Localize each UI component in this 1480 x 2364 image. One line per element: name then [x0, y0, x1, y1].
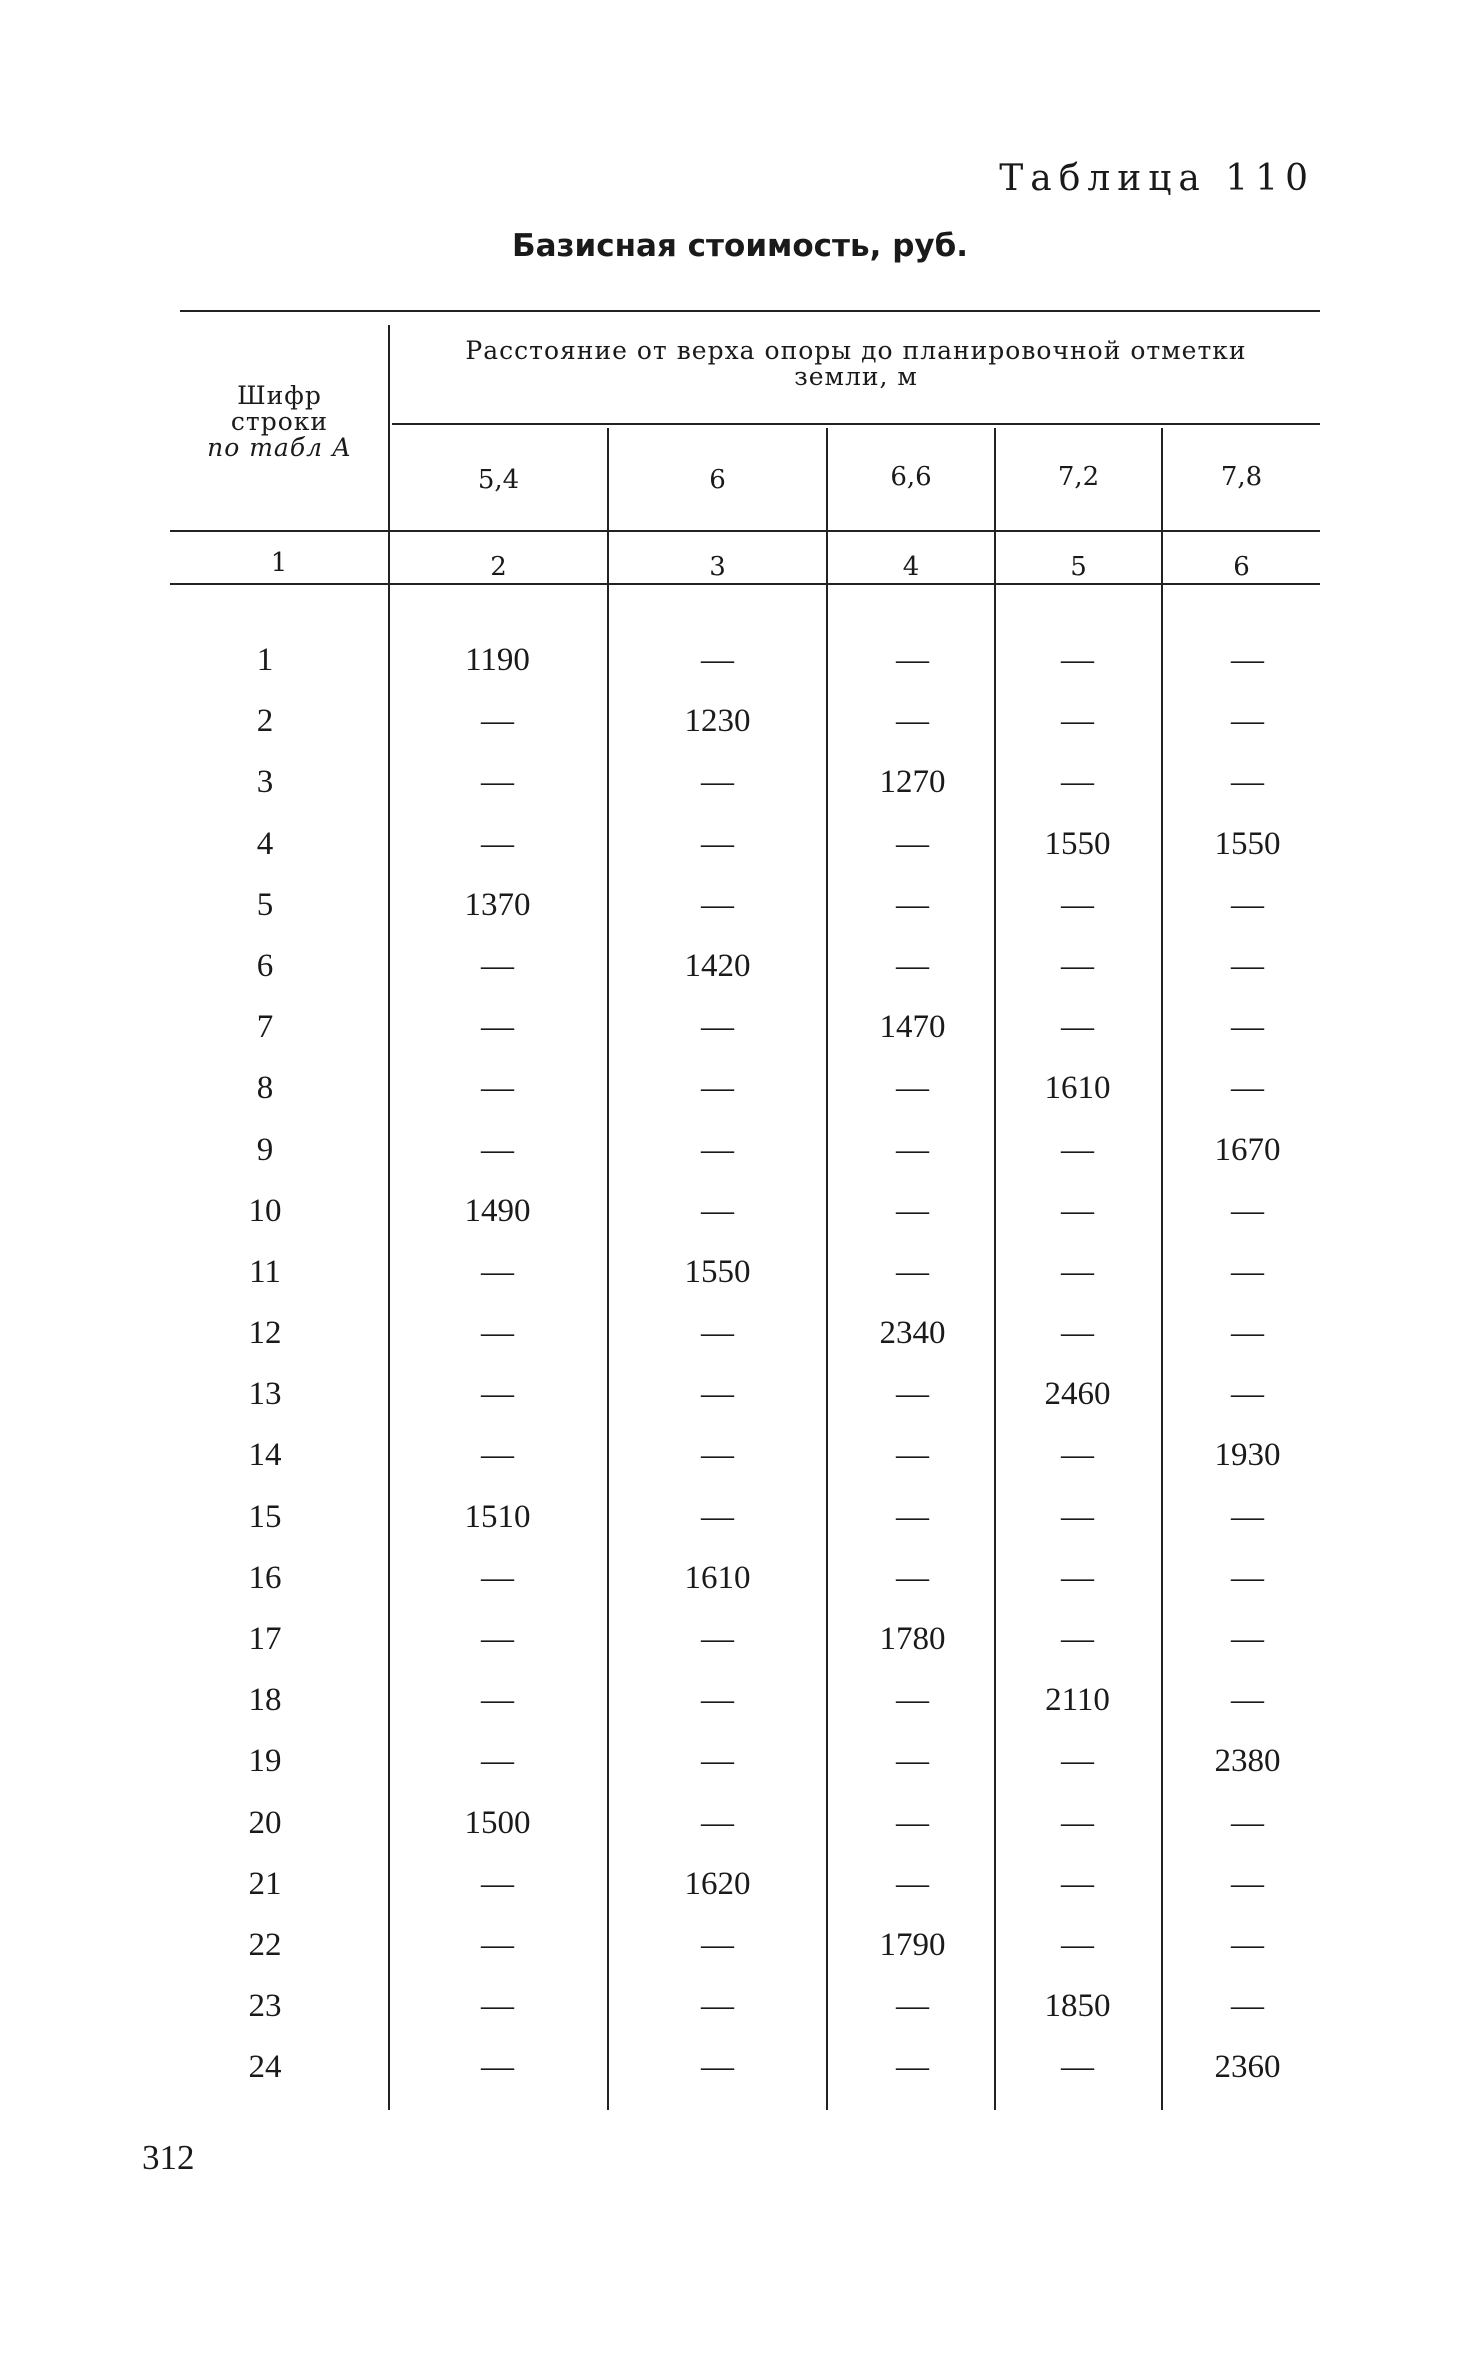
cost-cell: —	[701, 825, 734, 862]
cost-cell: —	[1061, 947, 1094, 984]
cost-cell: —	[701, 1926, 734, 1963]
row-code-cell: 7	[256, 1009, 274, 1046]
header-bottom-rule	[170, 530, 1320, 532]
cost-cell: —	[701, 1009, 734, 1046]
group-header-rule	[392, 423, 1320, 425]
cost-cell: —	[1231, 1988, 1264, 2025]
cost-cell: —	[481, 1376, 514, 1413]
cost-cell: 1270	[879, 764, 946, 801]
cost-cell: —	[701, 1131, 734, 1168]
distance-header-5-4: 5,4	[477, 465, 520, 495]
cost-cell: —	[1061, 1253, 1094, 1290]
cost-cell: —	[1061, 1192, 1094, 1229]
cost-cell: —	[701, 1988, 734, 2025]
cost-cell: —	[701, 1437, 734, 1474]
row-code-cell: 8	[256, 1070, 274, 1107]
cost-cell: —	[1231, 1253, 1264, 1290]
cost-cell: —	[481, 1009, 514, 1046]
row-code-cell: 12	[248, 1315, 282, 1352]
cost-cell: —	[701, 886, 734, 923]
distance-header-7-2: 7,2	[1057, 462, 1100, 492]
table-row	[150, 936, 1320, 997]
distance-header-7-8: 7,8	[1220, 462, 1263, 492]
cost-cell: —	[1231, 1192, 1264, 1229]
table-row	[150, 1425, 1320, 1486]
cost-cell: 1790	[879, 1926, 946, 1963]
cost-cell: —	[896, 1376, 929, 1413]
table-top-rule	[180, 310, 1320, 312]
table-row	[150, 752, 1320, 813]
row-code-label-line3: по табл А	[207, 433, 352, 462]
cost-cell: —	[701, 1315, 734, 1352]
table-row	[150, 1303, 1320, 1364]
cost-cell: —	[896, 1192, 929, 1229]
row-code-cell: 5	[256, 886, 274, 923]
cost-cell: —	[481, 947, 514, 984]
cost-cell: 1370	[464, 886, 531, 923]
cost-cell: 1500	[464, 1804, 531, 1841]
row-code-cell: 18	[248, 1682, 282, 1719]
table-row	[150, 1915, 1320, 1976]
column-number-2: 2	[490, 552, 507, 582]
cost-cell: —	[896, 1437, 929, 1474]
cost-cell: —	[1231, 1315, 1264, 1352]
cost-cell: —	[896, 703, 929, 740]
cost-cell: —	[701, 1070, 734, 1107]
cost-cell: —	[1231, 1498, 1264, 1535]
cost-cell: —	[1061, 1009, 1094, 1046]
row-code-label-line1: Шифр	[237, 381, 322, 410]
cost-cell: 1190	[465, 642, 530, 678]
row-code-header	[172, 383, 387, 461]
row-code-label-line2: строки	[230, 407, 329, 436]
cost-cell: 1490	[464, 1192, 531, 1229]
table-row	[150, 1609, 1320, 1670]
cost-cell: —	[1061, 703, 1094, 740]
table-row	[150, 691, 1320, 752]
cost-cell: —	[701, 1804, 734, 1841]
table-row	[150, 2037, 1320, 2098]
cost-cell: —	[481, 1988, 514, 2025]
cost-cell: —	[1061, 2049, 1094, 2086]
cost-cell: 1610	[684, 1559, 751, 1596]
cost-cell: —	[481, 1559, 514, 1596]
row-code-cell: 24	[248, 2049, 282, 2086]
row-code-cell: 2	[256, 703, 274, 740]
cost-cell: —	[1061, 1865, 1094, 1902]
cost-cell: —	[1061, 1926, 1094, 1963]
distance-group-label-line2: земли, м	[794, 362, 918, 391]
column-number-5: 5	[1070, 552, 1087, 582]
table-row	[150, 1487, 1320, 1548]
row-code-cell: 16	[248, 1559, 282, 1596]
column-number-6: 6	[1233, 552, 1250, 582]
row-code-cell: 9	[256, 1131, 274, 1168]
cost-cell: 1550	[1044, 825, 1111, 862]
cost-cell: —	[701, 2049, 734, 2086]
cost-cell: 1550	[684, 1253, 751, 1290]
cost-cell: —	[1231, 1865, 1264, 1902]
cost-cell: —	[701, 1192, 734, 1229]
cost-cell: 1230	[684, 703, 751, 740]
cost-cell: 1780	[879, 1621, 946, 1657]
distance-header-6: 6	[709, 465, 726, 495]
table-row	[150, 1120, 1320, 1181]
cost-cell: —	[1061, 1743, 1094, 1780]
cost-cell: —	[896, 1988, 929, 2025]
cost-cell: —	[896, 1559, 929, 1596]
cost-cell: 1610	[1044, 1070, 1111, 1107]
cost-cell: —	[701, 1376, 734, 1413]
row-code-cell: 11	[249, 1253, 281, 1290]
table-label: Таблица 110	[999, 158, 1315, 199]
cost-cell: 2340	[879, 1315, 946, 1352]
cost-cell: —	[1231, 1926, 1264, 1963]
cost-cell: —	[1231, 886, 1264, 923]
cost-cell: —	[1061, 886, 1094, 923]
cost-cell: —	[896, 1865, 929, 1902]
cost-cell: —	[1061, 1804, 1094, 1841]
table-row	[150, 1670, 1320, 1731]
cost-cell: —	[481, 1926, 514, 1963]
cost-cell: —	[896, 886, 929, 923]
cost-cell: —	[1061, 1559, 1094, 1596]
cost-cell: —	[1231, 1682, 1264, 1719]
cost-cell: 1550	[1214, 825, 1281, 862]
cost-cell: —	[896, 1498, 929, 1535]
cost-cell: 2380	[1214, 1743, 1281, 1780]
cost-cell: —	[481, 1621, 514, 1657]
cost-cell: —	[481, 764, 514, 801]
cost-cell: —	[481, 1865, 514, 1902]
table-row	[150, 1242, 1320, 1303]
column-number-3: 3	[709, 552, 726, 582]
cost-cell: —	[701, 1498, 734, 1535]
cost-cell: —	[896, 1682, 929, 1719]
cost-cell: —	[701, 764, 734, 801]
cost-cell: —	[701, 1621, 734, 1657]
table-title: Базисная стоимость, руб.	[511, 228, 969, 264]
cost-cell: 1930	[1214, 1437, 1281, 1474]
row-code-cell: 21	[248, 1865, 282, 1902]
column-number-4: 4	[902, 552, 920, 582]
table-row	[150, 630, 1320, 691]
cost-cell: —	[896, 1070, 929, 1107]
cost-cell: —	[701, 1682, 734, 1719]
cost-cell: —	[1231, 947, 1264, 984]
row-code-cell: 3	[256, 764, 274, 801]
cost-cell: —	[1061, 1498, 1094, 1535]
cost-cell: 2460	[1044, 1376, 1111, 1413]
cost-cell: —	[1061, 1621, 1094, 1657]
cost-cell: —	[1231, 764, 1264, 801]
cost-cell: 1470	[879, 1009, 946, 1046]
page-number: 312	[142, 2138, 195, 2177]
table-row	[150, 1854, 1320, 1915]
table-body	[150, 630, 1320, 2099]
row-code-cell: 22	[248, 1926, 282, 1963]
cost-cell: —	[481, 825, 514, 862]
table-row	[150, 1058, 1320, 1119]
cost-cell: —	[481, 1682, 514, 1719]
table-row	[150, 1793, 1320, 1854]
cost-cell: —	[896, 2049, 929, 2086]
cost-cell: —	[896, 1804, 929, 1841]
table-row	[150, 1731, 1320, 1792]
cost-cell: —	[1231, 1621, 1264, 1657]
row-code-cell: 19	[248, 1743, 282, 1780]
row-code-cell: 1	[256, 642, 274, 678]
row-code-cell: 4	[256, 825, 274, 862]
table-row	[150, 875, 1320, 936]
table-row	[150, 1364, 1320, 1425]
cost-cell: —	[481, 2049, 514, 2086]
row-code-cell: 20	[248, 1804, 282, 1841]
cost-cell: —	[481, 1437, 514, 1474]
column-number-1: 1	[270, 548, 288, 578]
row-code-cell: 13	[248, 1376, 282, 1413]
distance-group-label-line1: Расстояние от верха опоры до планировочной отметки	[465, 336, 1247, 365]
cost-cell: —	[1231, 1070, 1264, 1107]
cost-cell: —	[1231, 642, 1264, 678]
row-code-cell: 17	[248, 1621, 282, 1657]
cost-cell: —	[896, 1743, 929, 1780]
table-row	[150, 814, 1320, 875]
cost-cell: 1420	[684, 947, 751, 984]
cost-cell: 1850	[1044, 1988, 1111, 2025]
cost-cell: —	[481, 1315, 514, 1352]
cost-cell: 2110	[1045, 1682, 1110, 1719]
row-code-cell: 14	[248, 1437, 282, 1474]
table-row	[150, 1548, 1320, 1609]
cost-cell: —	[1061, 764, 1094, 801]
cost-cell: —	[701, 642, 734, 678]
cost-cell: 1510	[464, 1498, 531, 1535]
cost-cell: —	[1231, 1559, 1264, 1596]
table-row	[150, 997, 1320, 1058]
cost-cell: —	[701, 1743, 734, 1780]
row-code-cell: 6	[256, 947, 274, 984]
cost-cell: —	[896, 825, 929, 862]
cost-cell: —	[1061, 642, 1094, 678]
table-row	[150, 1976, 1320, 2037]
column-numbers-bottom-rule	[170, 583, 1320, 585]
table-row	[150, 1181, 1320, 1242]
row-code-cell: 23	[248, 1988, 282, 2025]
cost-cell: —	[1061, 1437, 1094, 1474]
cost-cell: —	[1061, 1315, 1094, 1352]
cost-cell: —	[481, 1131, 514, 1168]
row-code-cell: 15	[248, 1498, 282, 1535]
cost-cell: —	[896, 642, 929, 678]
cost-cell: —	[1061, 1131, 1094, 1168]
cost-cell: —	[1231, 703, 1264, 740]
cost-cell: 1670	[1214, 1131, 1281, 1168]
cost-cell: —	[481, 1253, 514, 1290]
cost-cell: —	[481, 1743, 514, 1780]
cost-cell: —	[1231, 1804, 1264, 1841]
cost-cell: —	[1231, 1376, 1264, 1413]
cost-cell: 1620	[684, 1865, 751, 1902]
row-code-cell: 10	[248, 1192, 282, 1229]
distance-header-6-6: 6,6	[890, 462, 932, 492]
distance-group-header	[392, 338, 1320, 390]
cost-cell: —	[896, 947, 929, 984]
cost-cell: 2360	[1214, 2049, 1281, 2086]
cost-cell: —	[1231, 1009, 1264, 1046]
cost-cell: —	[481, 703, 514, 740]
cost-cell: —	[896, 1253, 929, 1290]
cost-cell: —	[896, 1131, 929, 1168]
cost-cell: —	[481, 1070, 514, 1107]
